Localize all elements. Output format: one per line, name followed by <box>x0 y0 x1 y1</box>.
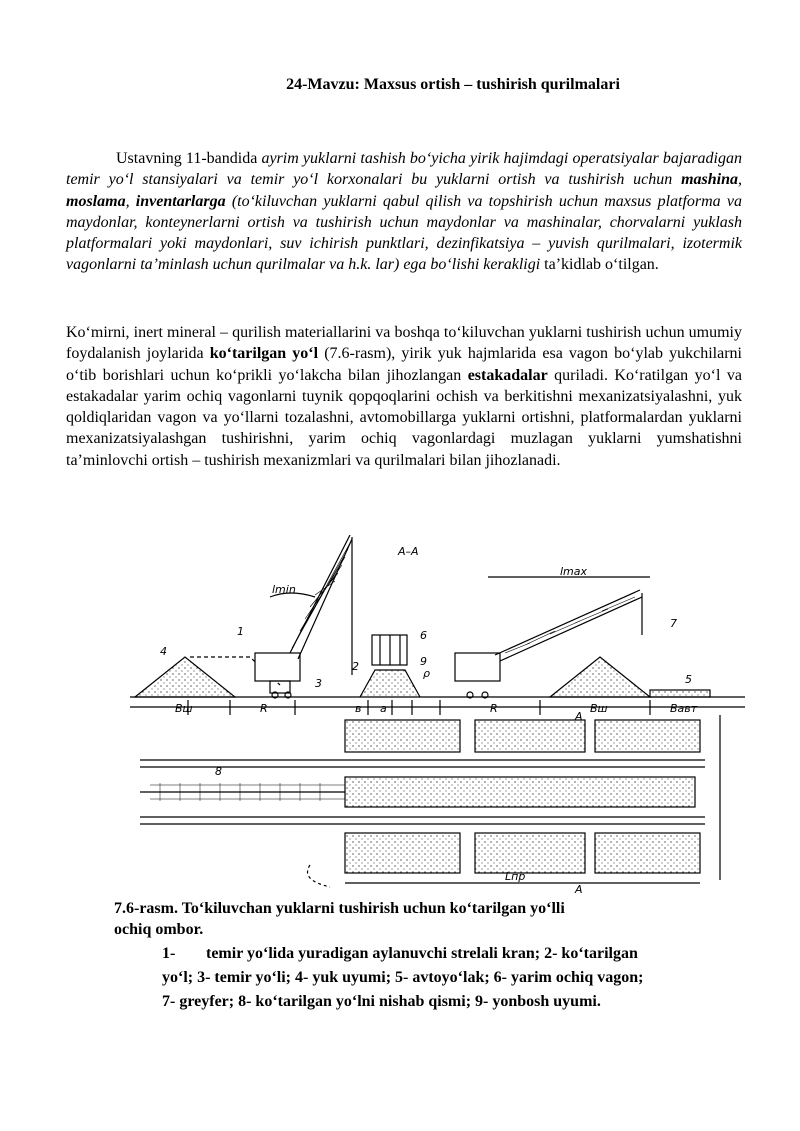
label-lpp: Lпр <box>505 870 526 883</box>
label-n4: 4 <box>160 645 167 658</box>
label-n5: 5 <box>685 673 692 686</box>
page-title: 24-Mavzu: Maxsus ortish – tushirish qurilmalari <box>286 76 620 93</box>
bold-italic-term-inventar: inventarlarga <box>135 192 226 210</box>
bold-term-estakadalar: estakadalar <box>467 366 548 384</box>
label-a: a <box>380 702 387 715</box>
bold-italic-term-mashina: mashina <box>681 171 738 189</box>
text-span: (7.6-rasm), yirik yuk hajmlarida esa vagon bo‘ylab yukchilarni o‘tib borishlari uchun ko‘prikli yo‘lakcha bilan jihozlangan <box>66 345 743 384</box>
label-b: в <box>355 702 362 715</box>
plan-raised-track <box>345 777 695 807</box>
cargo-heap-left <box>135 657 235 697</box>
label-bsh-right: Bш <box>590 702 608 715</box>
legend-line-1 <box>162 942 742 966</box>
paragraph-intro <box>66 148 742 276</box>
label-n2: 2 <box>352 660 359 673</box>
paragraph-estakada <box>66 322 742 471</box>
text-span: Ustavning 11-bandida <box>116 150 262 167</box>
label-a-mark-bottom: A <box>575 883 583 895</box>
legend-line-3: 7- greyfer; 8- ko‘tarilgan yo‘lni nishab qismi; 9- yonbosh uyumi. <box>162 993 601 1010</box>
legend-text: temir yo‘lida yuradigan aylanuvchi strelali kran; 2- ko‘tarilgan <box>206 945 638 962</box>
label-rho: ρ <box>423 667 430 680</box>
plan-heap-lower <box>345 833 460 873</box>
figure-legend <box>162 942 742 1014</box>
label-n3: 3 <box>315 677 322 690</box>
section-label: A–A <box>398 545 419 558</box>
raised-track <box>360 670 420 697</box>
bold-term-kotarilgan-yol: ko‘tarilgan yo‘l <box>209 345 319 363</box>
figure-caption <box>114 898 744 940</box>
crane-right-boom <box>495 590 640 655</box>
text-span: Ko‘mirni, inert mineral – qurilish materiallarini va boshqa to‘kiluvchan yuklarni tushirish uchun umumiy foydalanish joylarida <box>66 324 742 363</box>
text-span: ta’kidlab o‘tilgan. <box>540 256 659 274</box>
italic-span: (to‘kiluvchan yuklarni qabul qilish va topshirish uchun maxsus platforma va maydonlar, konteynerlarni ortish va tushirish uchun maydonlar va mashinalar, chorvalarni yuklash platformalari yoki maydonlari, suv ichirish punktlari, dezinfikatsiya – yuvish qurilmalari, izotermik vagonlarni ta’minlash uchun qurilmalar va h.k. lar) ega bo‘lishi kerakligi <box>66 192 743 274</box>
crane-left-body <box>255 653 300 681</box>
label-n9: 9 <box>420 655 427 668</box>
plan-heap-upper <box>345 720 460 752</box>
technical-drawing <box>130 535 745 895</box>
label-a-mark-top: A <box>575 710 583 723</box>
label-n1: 1 <box>237 625 244 638</box>
label-r-right: R <box>490 702 498 715</box>
bold-italic-term-moslama: moslama <box>66 192 126 210</box>
italic-span: ayrim yuklarni tashish bo‘yicha yirik hajimdagi operatsiyalar bajaradigan temir yo‘l stansiyalari va temir yo‘l korxonalari bu yuklarni ortish va tushirish uchun <box>66 150 743 189</box>
caption-line-2: ochiq ombor. <box>114 921 204 938</box>
caption-line-1: 7.6-rasm. To‘kiluvchan yuklarni tushirish uchun ko‘tarilgan yo‘lli <box>114 900 565 917</box>
italic-span: , <box>125 192 136 210</box>
label-lmin: lmin <box>272 583 296 596</box>
label-n8: 8 <box>215 765 222 778</box>
label-bsh-left: Bш <box>175 702 193 715</box>
crane-right-body <box>455 653 500 681</box>
legend-number: 1- <box>162 945 176 962</box>
label-bavt: Bавт <box>670 702 698 715</box>
auto-road <box>650 690 710 697</box>
label-n6: 6 <box>420 629 427 642</box>
cargo-heap-right <box>550 657 650 697</box>
italic-span: , <box>738 171 742 189</box>
label-r-left: R <box>260 702 268 715</box>
text-span: quriladi. Ko‘ratilgan yo‘l va estakadalar yarim ochiq vagonlarni tuynik qopqoqlarini ochish va berkitishni mexanizatsiyalashni, yuk qoldiqlaridan vagon va yo‘llarni tozalashni, avtomobillarga yuklarni ortishni, platformalardan yuklarni mexanizatsiyalashgan tushirishni, yarim ochiq vagonlardagi muzlagan yuklarni yumshatishni ta’minlovchi ortish – tushirish mexanizmlari va qurilmalari bilan jihozlanadi. <box>66 366 743 469</box>
label-lmax: lmax <box>560 565 588 578</box>
legend-line-2: yo‘l; 3- temir yo‘li; 4- yuk uyumi; 5- avtoyo‘lak; 6- yarim ochiq vagon; <box>162 969 644 986</box>
label-n7: 7 <box>670 617 677 630</box>
